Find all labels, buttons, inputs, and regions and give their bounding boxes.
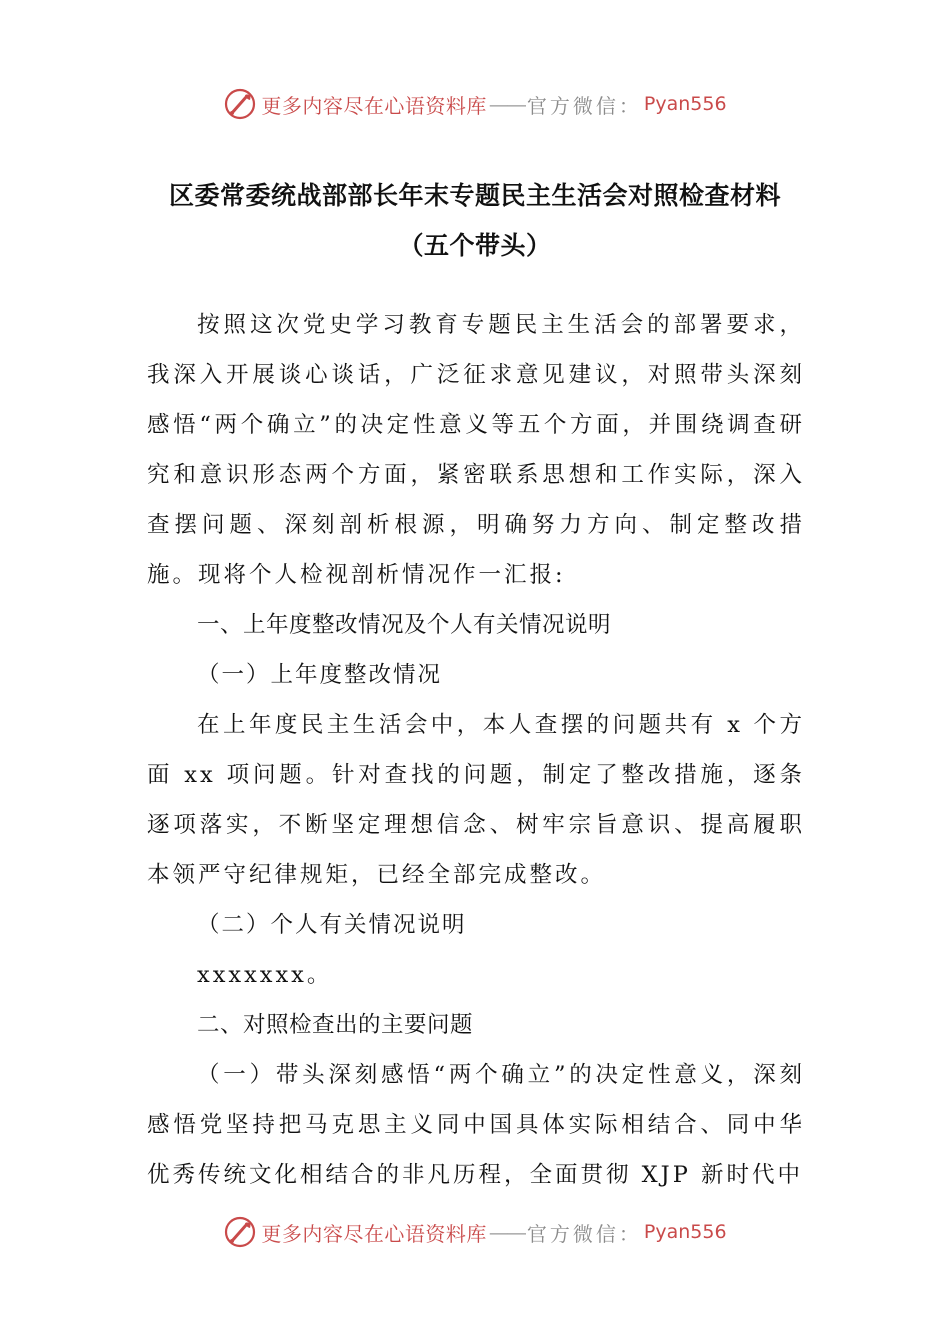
- watermark-handle: Pyan556: [643, 93, 727, 115]
- watermark-separator: ——: [488, 92, 525, 116]
- document-title: 区委常委统战部部长年末专题民主生活会对照检查材料: [168, 181, 781, 210]
- section2-heading: 二、对照检查出的主要问题: [197, 1012, 474, 1038]
- section2-paragraph-1: （一）带头深刻感悟“两个确立”的决定性意义，深刻感悟党坚持把马克思主义同中国具体实际相结合、同中华优秀传统文化相结合的非凡历程，全面贯彻 XJP 新时代中: [147, 1062, 805, 1188]
- watermark-separator: ——: [488, 1220, 525, 1244]
- quill-logo-icon: [223, 87, 257, 121]
- section1-paragraph-1: 在上年度民主生活会中，本人查摆的问题共有 x 个方面 xx 项问题。针对查找的问题，制定了整改措施，逐条逐项落实，不断坚定理想信念、树牢宗旨意识、提高履职本领严守纪律规矩，已经全部完成整改。: [147, 712, 805, 888]
- watermark-text: 更多内容尽在心语资料库: [261, 93, 487, 118]
- watermark-handle: Pyan556: [643, 1221, 727, 1243]
- document-subtitle: （五个带头）: [398, 231, 552, 260]
- watermark-label: 官方微信：: [526, 1221, 642, 1246]
- section1-heading: 一、上年度整改情况及个人有关情况说明: [197, 612, 612, 638]
- section1-subheading-1: （一）上年度整改情况: [197, 662, 443, 688]
- section1-subheading-2: （二）个人有关情况说明: [197, 912, 467, 938]
- document-body: [147, 300, 805, 1200]
- quill-logo-icon: [223, 1215, 257, 1249]
- section1-paragraph-2: xxxxxxx。: [197, 962, 333, 988]
- watermark-header: [0, 84, 950, 124]
- watermark-footer: [0, 1212, 950, 1252]
- watermark-label: 官方微信：: [526, 93, 642, 118]
- intro-paragraph: 按照这次党史学习教育专题民主生活会的部署要求，我深入开展谈心谈话，广泛征求意见建议，对照带头深刻感悟“两个确立”的决定性意义等五个方面，并围绕调查研究和意识形态两个方面，紧密联系思想和工作实际，深入查摆问题、深刻剖析根源，明确努力方向、制定整改措施。现将个人检视剖析情况作一汇报:: [147, 312, 805, 588]
- watermark-text: 更多内容尽在心语资料库: [261, 1221, 487, 1246]
